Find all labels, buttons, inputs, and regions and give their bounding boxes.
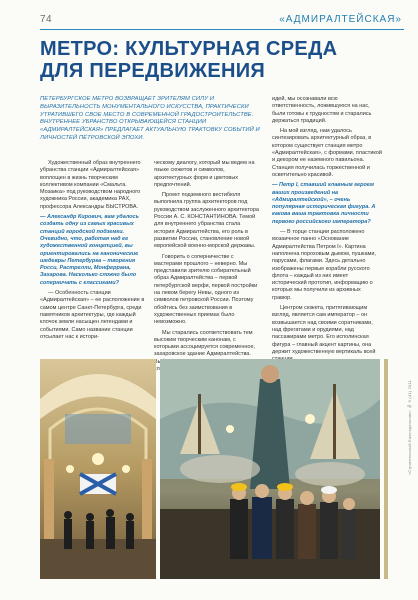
paragraph: идей, мы осознавали всю ответственность, ложившуюся на нас, были готовы к трудностям и старались держаться традиций. xyxy=(272,96,372,124)
photo-edge-strip xyxy=(384,359,388,579)
paragraph: Центром сюжета, притягивающим взгляд, является сам император – он возвышается над своими соратниками, над фрегатами и орудиями, над пассажирами метро. Его исполинская фигура – главный акцент картины, она держит художественную вертикаль всей xyxy=(272,305,376,355)
photo-station-hall xyxy=(40,359,156,579)
page-number: 74 xyxy=(40,14,53,25)
interview-question: — Александр Кирович, вам удалось создать одну из самых красивых станций городской подземки. Очевидно, что, работая над ее художественной концепцией, вы ориентировались на канонические шедевры Петербурга – творения Росси, Растрелли, Монферрана, Захарова. Насколько сложно было соперничать с классиками? xyxy=(40,214,139,286)
paragraph: Проект подземного вестибюля выполнила группа архитекторов под руководством заслуженного архитектора России А. С. КОНСТАНТИНОВА. Темой для внутреннего убранства стала история Адмиралтейства, его роль в развитии России, становление новой европейской военно-морской державы. xyxy=(154,192,259,250)
text-column-1 xyxy=(40,160,148,344)
paragraph: — Особенность станции «Адмиралтейская» – ее расположение в самом центре Санкт-Петербурга, среди памятников архитектуры, где каждый клочок земли насыщен легендами и событиями. Само название станции отсылает нас к истори- xyxy=(40,290,145,340)
paragraph: Говорить о соперничестве с мастерами прошлого – неверно. Мы представили зрителю собирательный образ Адмиралтейства – первой петербургской верфи, первой постройки на левом берегу Невы, одного из символов петровской России. Поэтому обойтись без заимствования в художественных приемах было невозможно. xyxy=(154,253,258,326)
paragraph: На мой взгляд, нам удалось синтезировать архитектурный образ, в котором существует станция метро «Адмиралтейская», с формами, пластикой и декором ее наземного павильона. Станция получилась торжественной и осветительно красивой. xyxy=(272,128,382,178)
header-rule xyxy=(40,29,404,30)
paragraph: — В торце станции расположено мозаичное панно «Основание Адмиралтейства Петром I». Картина наполнена пороховым дымом, пушками, парусами, флагами. Здесь детально изображены первые корабли русского флота – каждый из них имеет исторический прототип, информацию о которых мы получили из архивных гравюр. xyxy=(272,229,376,301)
photo-mosaic-panel xyxy=(160,359,380,579)
section-label: «АДМИРАЛТЕЙСКАЯ» xyxy=(279,14,402,25)
lead-paragraph: ПЕТЕРБУРГСКОЕ МЕТРО ВОЗВРАЩАЕТ ЗРИТЕЛЯМ СИЛУ И ВЫРАЗИТЕЛЬНОСТЬ МОНУМЕНТАЛЬНОГО ИСКУССТВА, ПРАКТИЧЕСКИ УТРАТИВШЕГО СВОЕ МЕСТО В СОВРЕМЕННОЙ ГРАДОСТРОИТЕЛЬСТВЕ. ВНУТРЕННЕЕ УБРАНСТВО ОТКРЫВАЮЩЕЙСЯ СТАНЦИИ «АДМИРАЛТЕЙСКАЯ» ПРЕДЛАГАЕТ АКТУАЛЬНУЮ ТРАКТОВКУ СОБЫТИЙ И ЛИЧНОСТЕЙ ПЕТРОВСКОЙ ЭПОХИ. xyxy=(40,96,260,141)
interview-question: — Петр I, ставший главным героем ваших произведений на «Адмиралтейской», – очень популярная историческая фигура. А какова ваша трактовка личности первого российского императора? xyxy=(272,182,376,225)
paragraph: Мы старались соответствовать тем высоким творческим канонам, с которыми ассоциируется современное, захаровское здание Адмиралтейства. xyxy=(154,329,256,358)
title-line-1: МЕТРО: КУЛЬТУРНАЯ СРЕДА xyxy=(40,38,338,60)
article-title xyxy=(40,38,370,82)
text-column-2 xyxy=(154,160,262,376)
paragraph: Художественный образ внутреннего убранства станции «Адмиралтейская» воплощен в жизнь творческим коллективом компании «Смальта. Мозаика» под руководством народного художника России, академика РАХ, профессора Александры БЫСТРОВА. xyxy=(40,160,141,210)
text-column-3 xyxy=(272,96,382,366)
paragraph: ческому диалогу, который мы ведем на языке сюжетов и символов, архитектурных форм и цветовых предпочтений. xyxy=(154,160,255,188)
title-line-2: ДЛЯ ПЕРЕДВИЖЕНИЯ xyxy=(40,60,266,82)
sidebar-vertical-text: «Строительный Еженедельник» № 6 (41) 2011 xyxy=(407,380,412,476)
